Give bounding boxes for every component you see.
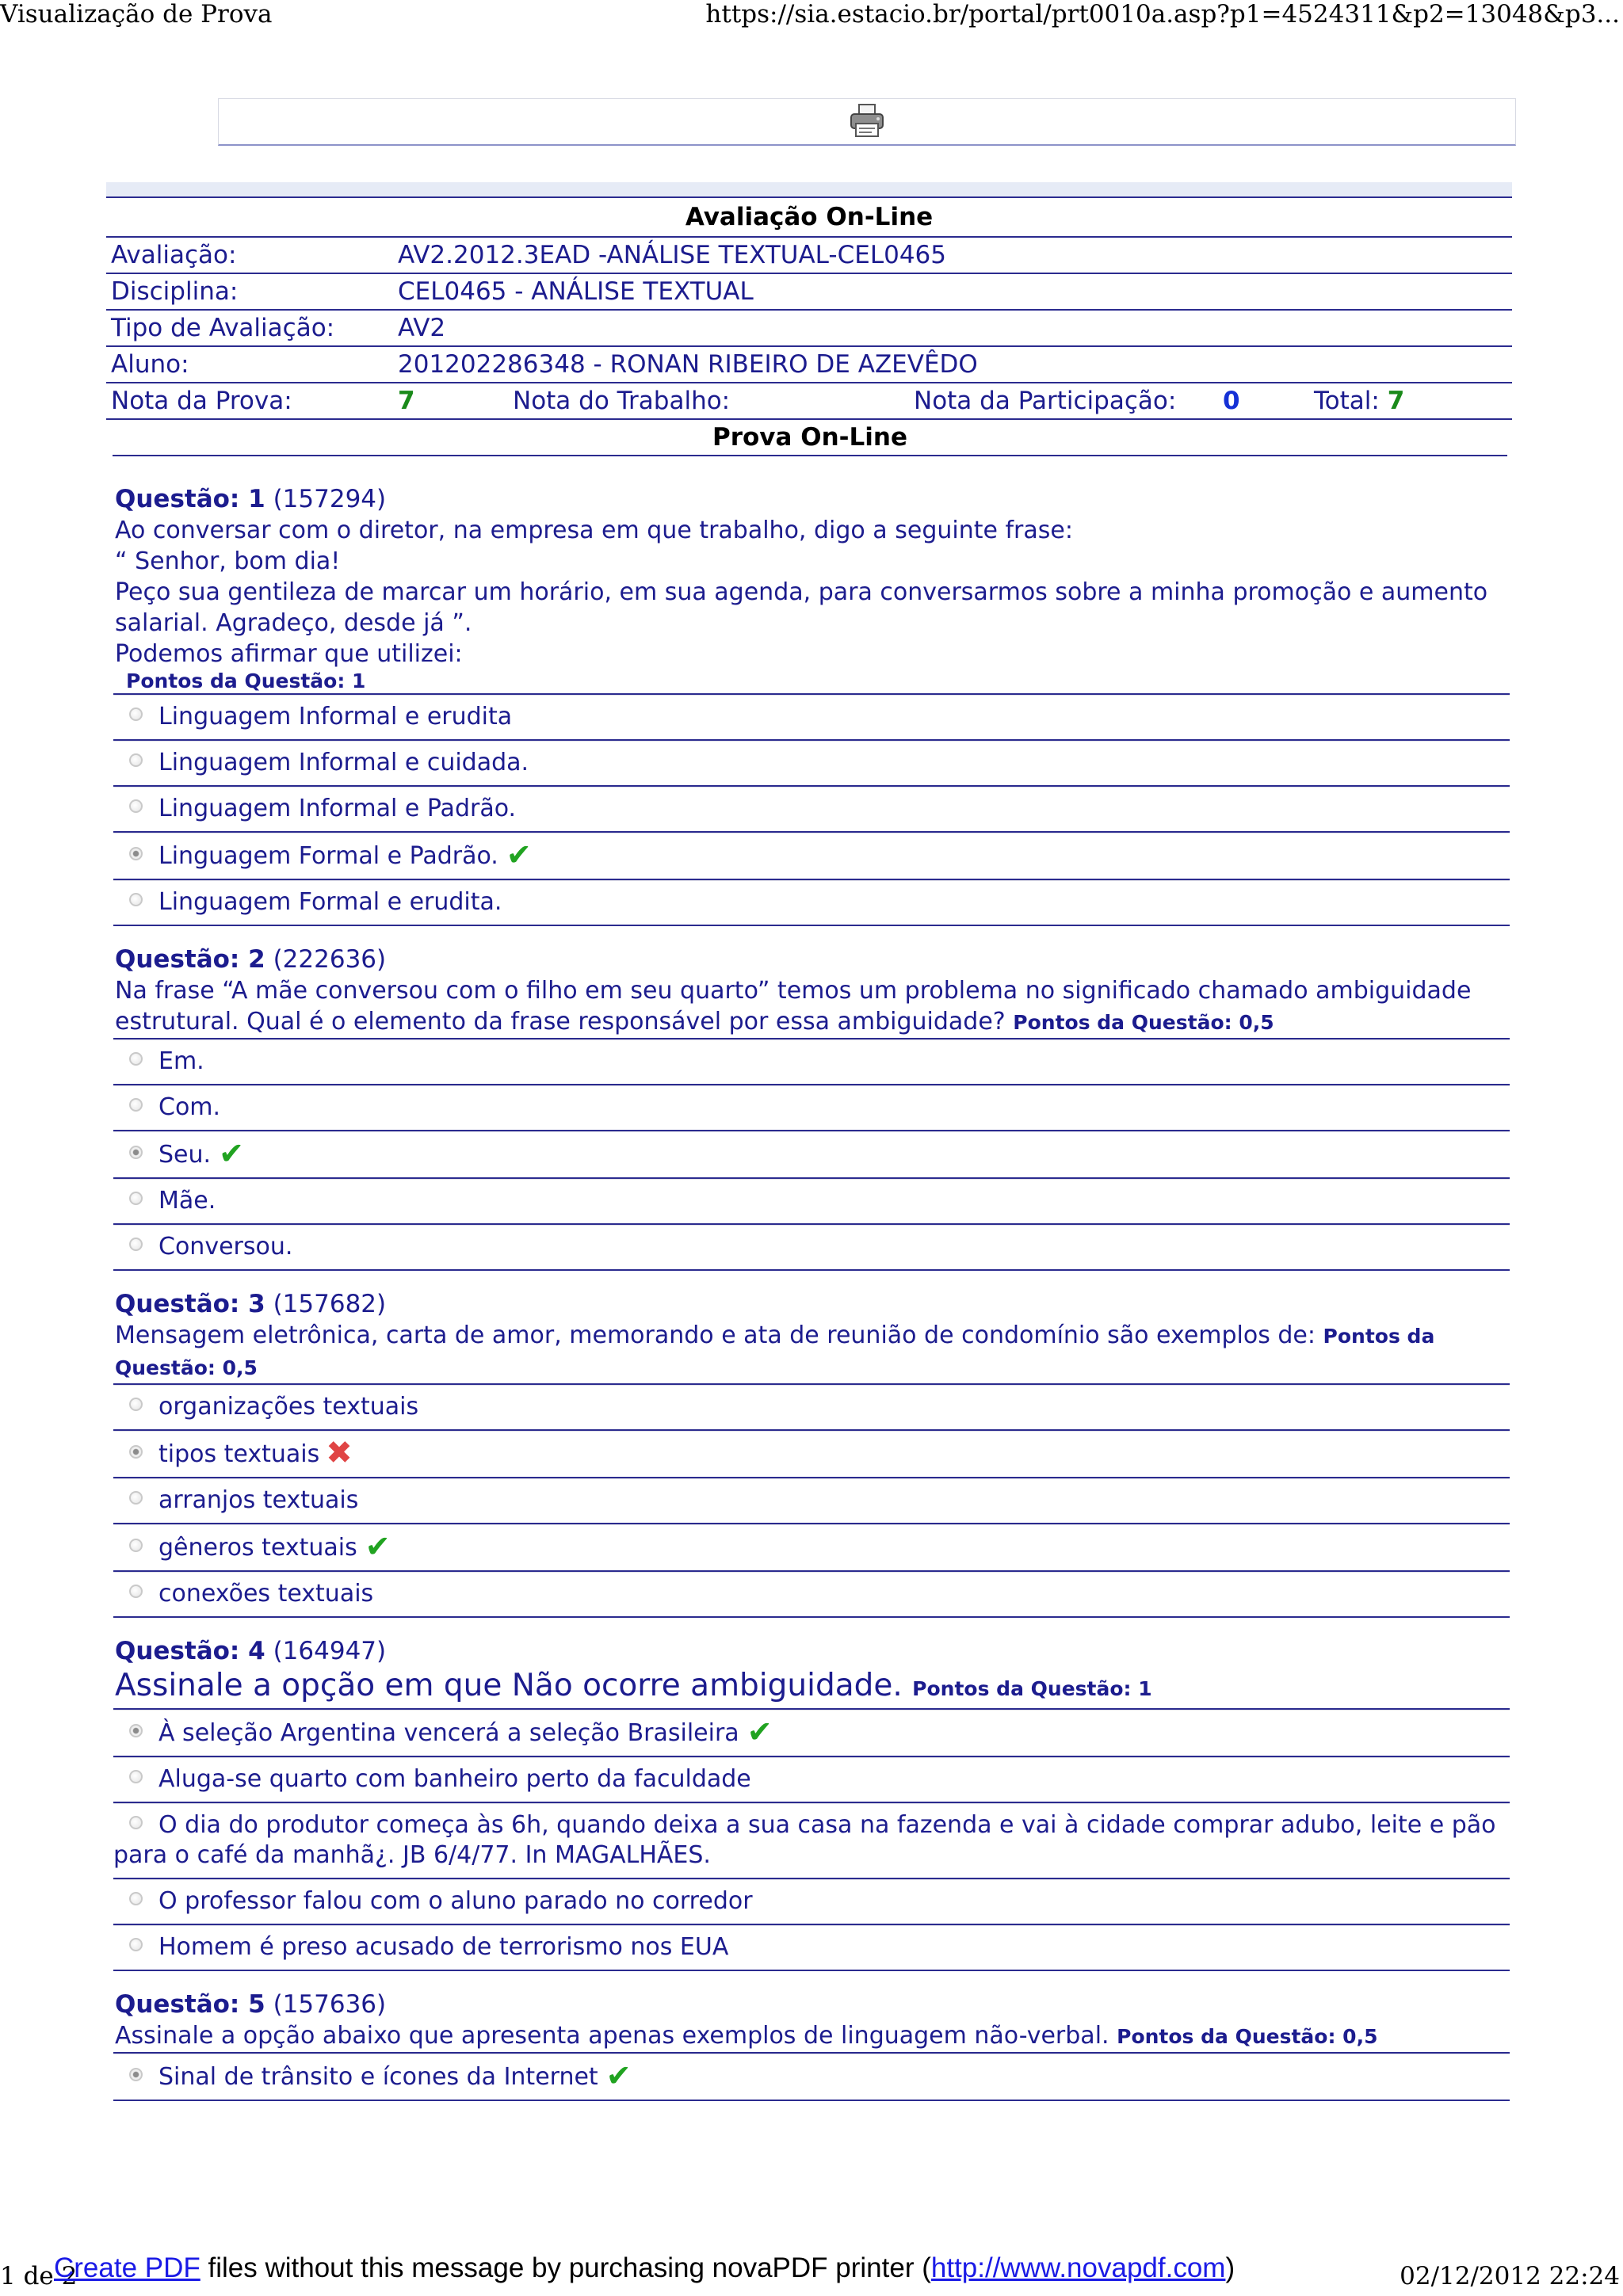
option-label: Mãe. xyxy=(158,1187,216,1215)
option-label: O dia do produtor começa às 6h, quando deixa a sua casa na fazenda e vai à cidade comprar adubo, leite e pão para o café da manhã¿. JB 6/4/77. In MAGALHÃES. xyxy=(113,1811,1496,1869)
print-header xyxy=(0,0,1623,35)
option-label: Em. xyxy=(158,1047,204,1075)
option-selected[interactable] xyxy=(113,833,1510,880)
question-header: Questão: 5 (157636) xyxy=(115,1990,387,2019)
check-icon: ✔ xyxy=(365,1529,391,1564)
radio-button[interactable] xyxy=(129,1938,143,1951)
label-avaliacao: Avaliação: xyxy=(106,237,393,273)
radio-button[interactable] xyxy=(129,1192,143,1205)
question-header: Questão: 1 (157294) xyxy=(115,485,387,513)
value-tipo: AV2 xyxy=(393,310,1512,346)
check-icon: ✔ xyxy=(219,1136,244,1171)
total-cell xyxy=(1309,383,1512,419)
radio-button[interactable] xyxy=(129,1052,143,1066)
label-aluno: Aluno: xyxy=(106,346,393,383)
value-total: 7 xyxy=(1387,387,1405,415)
option-correct[interactable] xyxy=(113,1524,1510,1572)
option-label: conexões textuais xyxy=(158,1580,374,1608)
option[interactable] xyxy=(113,1179,1510,1225)
option-label: Aluga-se quarto com banheiro perto da faculdade xyxy=(158,1765,751,1793)
options-list xyxy=(113,1708,1510,1971)
option-label: organizações textuais xyxy=(158,1393,419,1421)
option[interactable] xyxy=(113,787,1510,833)
label-tipo: Tipo de Avaliação: xyxy=(106,310,393,346)
radio-button[interactable] xyxy=(129,1398,143,1411)
question-code: (157636) xyxy=(273,1990,387,2019)
value-avaliacao: AV2.2012.3EAD -ANÁLISE TEXTUAL-CEL0465 xyxy=(393,237,1512,273)
option-label: Linguagem Informal e Padrão. xyxy=(158,795,517,822)
novapdf-link[interactable]: http://www.novapdf.com xyxy=(930,2252,1226,2283)
question-text-line: Ao conversar com o diretor, na empresa em que trabalho, digo a seguinte frase: xyxy=(115,517,1073,544)
option-label: O professor falou com o aluno parado no corredor xyxy=(158,1887,753,1915)
question-header: Questão: 4 (164947) xyxy=(115,1637,387,1665)
check-icon: ✔ xyxy=(506,837,532,872)
question-text-line: Podemos afirmar que utilizei: xyxy=(115,640,463,668)
option[interactable] xyxy=(113,741,1510,787)
radio-button[interactable] xyxy=(129,1770,143,1783)
radio-button[interactable] xyxy=(129,1539,143,1552)
options-list xyxy=(113,693,1510,926)
question-code: (157294) xyxy=(273,485,387,513)
radio-button[interactable] xyxy=(129,1585,143,1598)
option-label: Conversou. xyxy=(158,1233,293,1261)
option-selected[interactable] xyxy=(113,1710,1510,1757)
radio-button-checked[interactable] xyxy=(129,1146,143,1159)
question-text: Mensagem eletrônica, carta de amor, memorando e ata de reunião de condomínio são exemplos de: Pontos da Questão: 0,5 xyxy=(115,1322,1435,1379)
options-list xyxy=(113,1383,1510,1618)
question-5 xyxy=(113,1989,1510,2101)
option-label: Linguagem Formal e Padrão. xyxy=(158,842,498,870)
radio-button[interactable] xyxy=(129,753,143,767)
option-label: Com. xyxy=(158,1093,221,1121)
label-nota-prova: Nota da Prova: xyxy=(106,383,393,419)
option-selected[interactable] xyxy=(113,2054,1510,2101)
option[interactable] xyxy=(113,1803,1510,1879)
print-footer xyxy=(0,2252,1623,2292)
question-header: Questão: 3 (157682) xyxy=(115,1290,387,1318)
option[interactable] xyxy=(113,1757,1510,1803)
question-text: Assinale a opção abaixo que apresenta apenas exemplos de linguagem não-verbal. Pontos da Questão: 0,5 xyxy=(115,2022,1378,2050)
option[interactable] xyxy=(113,1572,1510,1618)
question-3 xyxy=(113,1288,1510,1618)
option[interactable] xyxy=(113,695,1510,741)
question-number: 4 xyxy=(248,1637,265,1665)
question-text: Na frase “A mãe conversou com o filho em seu quarto” temos um problema no significado chamado ambiguidade estrutural. Qual é o elemento da frase responsável por essa ambiguidade? Pontos da Questão: 0,5 xyxy=(115,977,1472,1035)
question-code: (222636) xyxy=(273,945,387,974)
value-aluno: 201202286348 - RONAN RIBEIRO DE AZEVÊDO xyxy=(393,346,1512,383)
question-number: 3 xyxy=(248,1290,265,1318)
radio-button[interactable] xyxy=(129,893,143,906)
option[interactable] xyxy=(113,1085,1510,1131)
radio-button-checked[interactable] xyxy=(129,1724,143,1737)
prova-title: Prova On-Line xyxy=(113,420,1507,456)
value-disciplina: CEL0465 - ANÁLISE TEXTUAL xyxy=(393,273,1512,310)
option[interactable] xyxy=(113,1478,1510,1524)
questions-list xyxy=(113,483,1510,2119)
option[interactable] xyxy=(113,1879,1510,1925)
radio-button-checked[interactable] xyxy=(129,2068,143,2081)
option-label: Homem é preso acusado de terrorismo nos EUA xyxy=(158,1933,729,1961)
radio-button[interactable] xyxy=(129,1816,143,1829)
question-points: Pontos da Questão: 0,5 xyxy=(115,1325,1435,1379)
radio-button[interactable] xyxy=(129,1892,143,1905)
question-text-line: Peço sua gentileza de marcar um horário, em sua agenda, para conversarmos sobre a minha promoção e aumento salarial. Agradeço, desde já ”. xyxy=(115,578,1488,637)
option-selected[interactable] xyxy=(113,1131,1510,1179)
question-1 xyxy=(113,483,1510,926)
exam-header-table xyxy=(106,196,1512,420)
pdf-message: Create PDF files without this message by purchasing novaPDF printer (http://www.novapdf.com) xyxy=(54,2252,1235,2283)
page-title: Visualização de Prova xyxy=(0,0,273,29)
wrong-icon: ✖ xyxy=(326,1435,353,1471)
option-label: Sinal de trânsito e ícones da Internet xyxy=(158,2063,598,2091)
option-label: gêneros textuais xyxy=(158,1534,357,1562)
radio-button[interactable] xyxy=(129,1098,143,1112)
option-label: Linguagem Informal e cuidada. xyxy=(158,749,529,776)
question-points: Pontos da Questão: 0,5 xyxy=(1013,1011,1274,1034)
option-selected[interactable] xyxy=(113,1431,1510,1478)
page-number: 1 de 2 xyxy=(0,2262,78,2290)
option-label: Linguagem Informal e erudita xyxy=(158,703,513,730)
options-list xyxy=(113,2052,1510,2101)
question-text-line: “ Senhor, bom dia! xyxy=(115,547,341,575)
question-code: (157682) xyxy=(273,1290,387,1318)
exam-header-title: Avaliação On-Line xyxy=(106,197,1512,237)
radio-button-checked[interactable] xyxy=(129,1445,143,1459)
option[interactable] xyxy=(113,1225,1510,1271)
option-label: Linguagem Formal e erudita. xyxy=(158,888,502,916)
question-text: Assinale a opção em que Não ocorre ambiguidade. Pontos da Questão: 1 xyxy=(115,1668,1152,1703)
option[interactable] xyxy=(113,1039,1510,1085)
label-total: Total: xyxy=(1314,387,1380,415)
check-icon: ✔ xyxy=(747,1714,773,1749)
radio-button[interactable] xyxy=(129,707,143,721)
label-disciplina: Disciplina: xyxy=(106,273,393,310)
value-nota-participacao: 0 xyxy=(1218,383,1309,419)
radio-button[interactable] xyxy=(129,799,143,813)
question-2 xyxy=(113,944,1510,1271)
check-icon: ✔ xyxy=(605,2058,632,2093)
radio-button-checked[interactable] xyxy=(129,847,143,860)
question-number: 1 xyxy=(248,485,265,513)
question-points: Pontos da Questão: 0,5 xyxy=(1117,2025,1378,2048)
option[interactable] xyxy=(113,1925,1510,1971)
radio-button[interactable] xyxy=(129,1238,143,1251)
label-nota-trabalho: Nota do Trabalho: xyxy=(508,383,909,419)
option[interactable] xyxy=(113,1385,1510,1431)
label-nota-participacao: Nota da Participação: xyxy=(909,383,1218,419)
printer-icon[interactable] xyxy=(848,101,886,143)
options-list xyxy=(113,1038,1510,1271)
exam-frame xyxy=(106,182,1512,456)
option-label: À seleção Argentina vencerá a seleção Brasileira xyxy=(158,1719,739,1747)
value-nota-prova: 7 xyxy=(393,383,508,419)
option-label: arranjos textuais xyxy=(158,1486,359,1514)
option[interactable] xyxy=(113,880,1510,926)
print-datetime: 02/12/2012 22:24 xyxy=(1400,2262,1620,2290)
question-number: 5 xyxy=(248,1990,265,2019)
create-pdf-link[interactable]: Create PDF xyxy=(54,2252,200,2283)
page-url: https://sia.estacio.br/portal/prt0010a.asp?p1=4524311&p2=13048&p3... xyxy=(705,0,1620,29)
radio-button[interactable] xyxy=(129,1491,143,1505)
question-4 xyxy=(113,1635,1510,1971)
option-label: tipos textuais xyxy=(158,1440,320,1468)
question-points: Pontos da Questão: 1 xyxy=(126,669,366,692)
question-number: 2 xyxy=(248,945,265,974)
print-toolbar xyxy=(218,98,1516,146)
option-label: Seu. xyxy=(158,1141,212,1169)
question-code: (164947) xyxy=(273,1637,387,1665)
question-header: Questão: 2 (222636) xyxy=(115,945,387,974)
question-points: Pontos da Questão: 1 xyxy=(912,1677,1152,1700)
